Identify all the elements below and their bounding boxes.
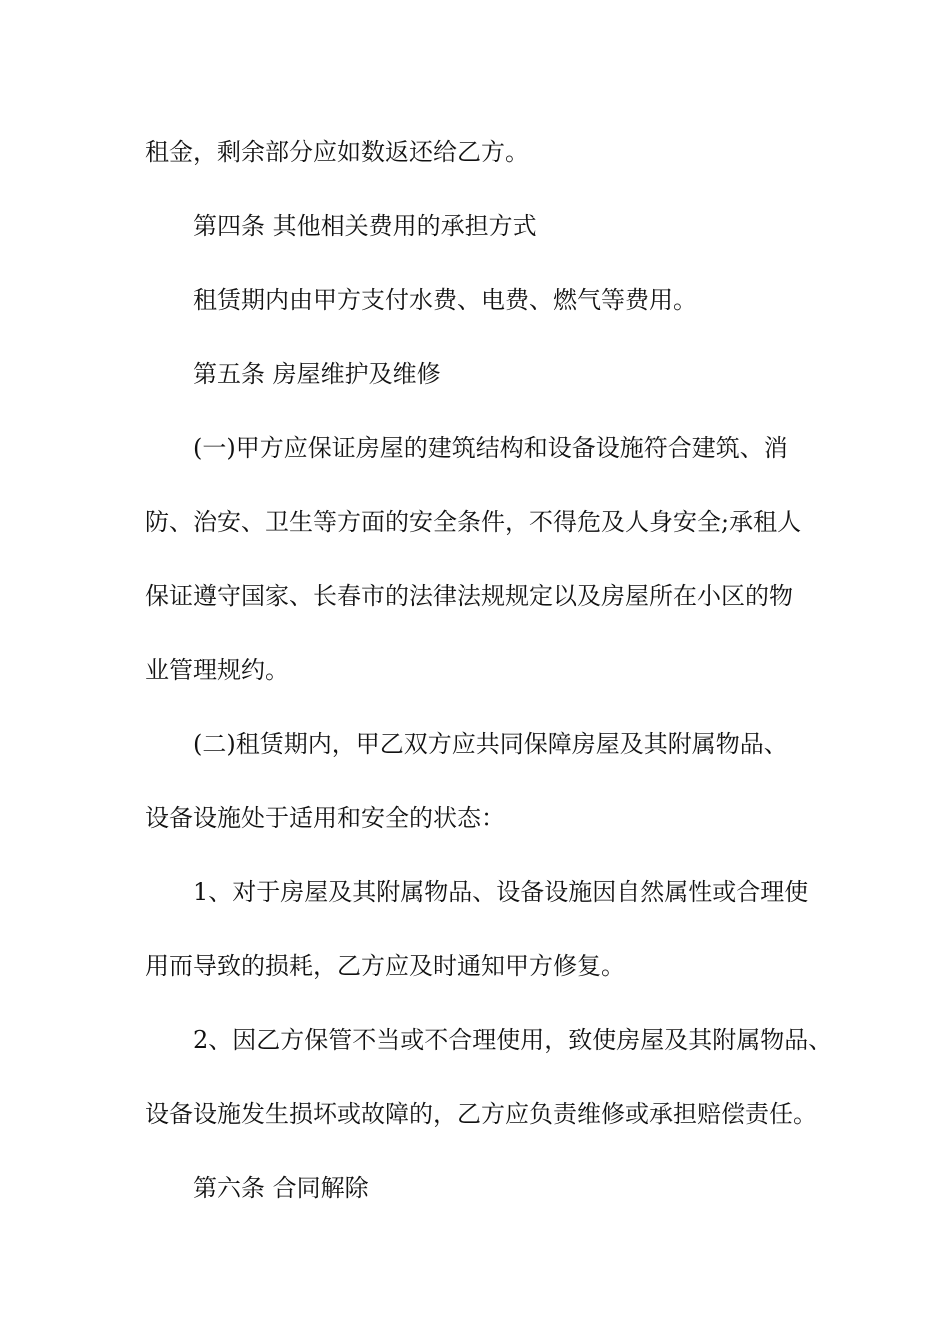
item-1-line-2: 用而导致的损耗，乙方应及时通知甲方修复。 [145, 952, 625, 980]
clause-5-1-line-3: 保证遵守国家、长春市的法律法规规定以及房屋所在小区的物 [145, 582, 793, 610]
document-body [145, 128, 845, 1238]
item-2-line-1: 2、因乙方保管不当或不合理使用，致使房屋及其附属物品、 [193, 1026, 833, 1054]
clause-5-2-line-1: (二)租赁期内，甲乙双方应共同保障房屋及其附属物品、 [193, 730, 788, 758]
clause-5-1-line-4: 业管理规约。 [145, 656, 289, 684]
article-5-heading: 第五条 房屋维护及维修 [193, 360, 441, 388]
clause-5-1-line-1: (一)甲方应保证房屋的建筑结构和设备设施符合建筑、消 [193, 434, 788, 462]
article-6-heading: 第六条 合同解除 [193, 1174, 369, 1202]
clause-5-1-line-2: 防、治安、卫生等方面的安全条件，不得危及人身安全;承租人 [145, 508, 802, 536]
text-line-continuation: 租金，剩余部分应如数返还给乙方。 [145, 138, 529, 166]
clause-5-2-line-2: 设备设施处于适用和安全的状态： [145, 804, 505, 832]
article-4-heading: 第四条 其他相关费用的承担方式 [193, 212, 537, 240]
item-2-line-2: 设备设施发生损坏或故障的，乙方应负责维修或承担赔偿责任。 [145, 1100, 817, 1128]
item-1-line-1: 1、对于房屋及其附属物品、设备设施因自然属性或合理使 [193, 878, 809, 906]
article-4-paragraph: 租赁期内由甲方支付水费、电费、燃气等费用。 [193, 286, 697, 314]
